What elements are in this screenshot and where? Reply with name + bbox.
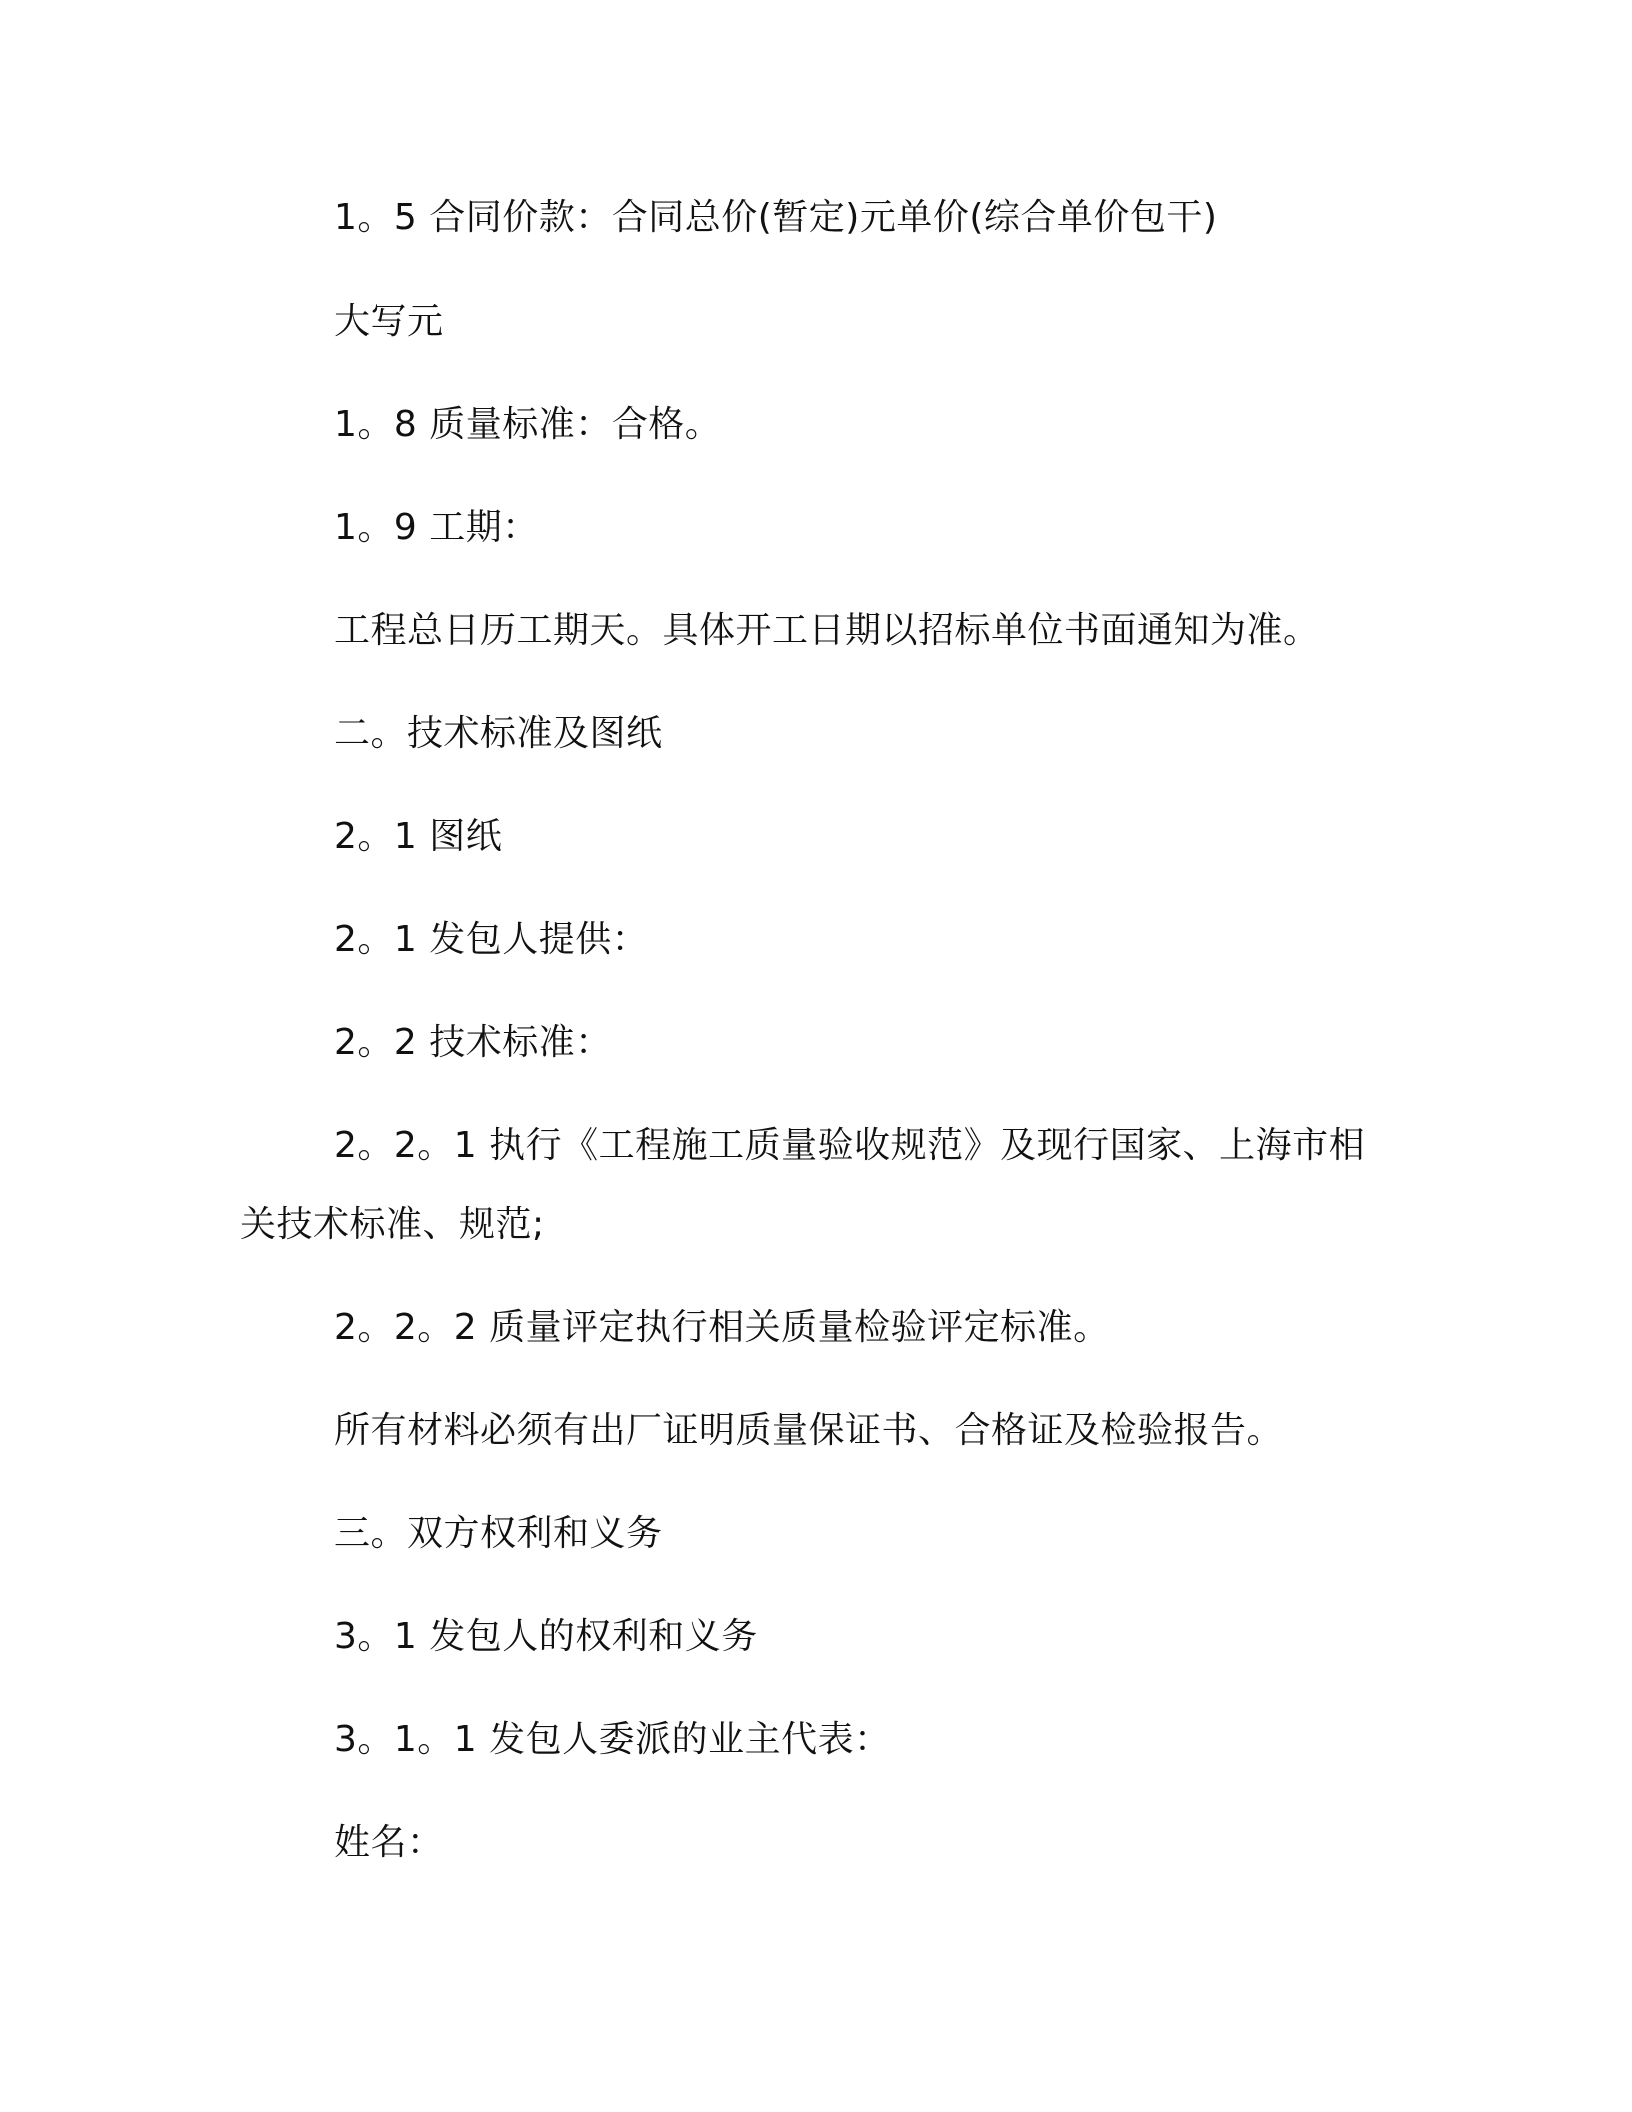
amount-in-words: 大写元 <box>334 301 444 342</box>
clause-2-1-drawings: 2。1 图纸 <box>334 816 503 857</box>
materials-certification-text: 所有材料必须有出厂证明质量保证书、合格证及检验报告。 <box>334 1410 1284 1451</box>
clause-2-2-1-standards-line-2: 关技术标准、规范; <box>240 1204 545 1245</box>
duration-text: 工程总日历工期天。具体开工日期以招标单位书面通知为准。 <box>334 610 1320 651</box>
section-3-heading: 三。双方权利和义务 <box>334 1513 663 1554</box>
clause-3-1-employer-rights: 3。1 发包人的权利和义务 <box>334 1616 758 1657</box>
clause-2-2-2-quality-evaluation: 2。2。2 质量评定执行相关质量检验评定标准。 <box>334 1307 1110 1348</box>
name-field-label: 姓名： <box>334 1822 444 1863</box>
clause-2-2-1-standards-line-1: 2。2。1 执行《工程施工质量验收规范》及现行国家、上海市相 <box>334 1125 1366 1166</box>
clause-1-5-contract-price: 1。5 合同价款：合同总价(暂定)元单价(综合单价包干) <box>334 197 1218 238</box>
clause-3-1-1-owner-representative: 3。1。1 发包人委派的业主代表： <box>334 1719 891 1760</box>
clause-1-9-duration: 1。9 工期： <box>334 507 539 548</box>
clause-2-1-provided-by-employer: 2。1 发包人提供： <box>334 919 649 960</box>
clause-1-8-quality-standard: 1。8 质量标准：合格。 <box>334 404 722 445</box>
section-2-heading: 二。技术标准及图纸 <box>334 713 663 754</box>
clause-2-2-technical-standards: 2。2 技术标准： <box>334 1022 612 1063</box>
